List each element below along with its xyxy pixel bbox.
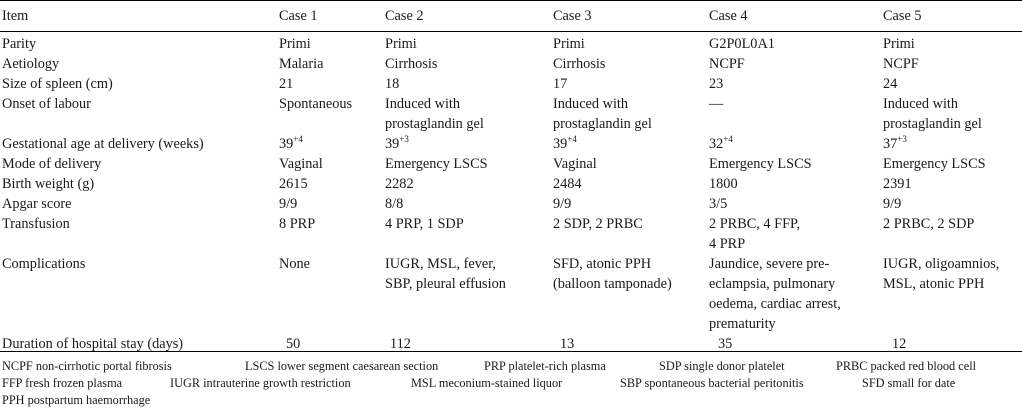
days-superscript: +3 xyxy=(897,134,907,144)
row-label: Transfusion xyxy=(2,216,70,232)
cell-case-1: Spontaneous xyxy=(279,96,353,112)
row-label: Parity xyxy=(2,36,37,52)
header-case-4: Case 4 xyxy=(709,8,748,24)
cell-case-5: Primi xyxy=(883,36,915,52)
cell-case-1: Vaginal xyxy=(279,156,323,172)
header-case-2: Case 2 xyxy=(385,8,424,24)
cell-case-4: 2 PRBC, 4 FFP, 4 PRP xyxy=(709,216,800,252)
days-superscript: +4 xyxy=(567,134,577,144)
cell-case-5: IUGR, oligoamnios, MSL, atonic PPH xyxy=(883,256,1000,292)
cell-case-5: Emergency LSCS xyxy=(883,156,986,172)
row-label: Mode of delivery xyxy=(2,156,102,172)
cell-case-4: Jaundice, severe pre- eclampsia, pulmonary oedema, cardiac arrest, prematurity xyxy=(709,256,841,332)
cell-case-4: 35 xyxy=(718,336,733,352)
cell-case-4: 23 xyxy=(709,76,724,92)
cell-case-4 xyxy=(709,134,733,154)
cell-case-4: — xyxy=(709,96,724,112)
cell-case-1: 50 xyxy=(286,336,301,352)
footnote-abbreviation: SBP spontaneous bacterial peritonitis xyxy=(620,376,804,390)
cell-case-1: Primi xyxy=(279,36,311,52)
cell-case-5 xyxy=(883,134,907,154)
cell-case-4: 3/5 xyxy=(709,196,728,212)
cell-case-2: 4 PRP, 1 SDP xyxy=(385,216,464,232)
cell-case-5: 2391 xyxy=(883,176,912,192)
cell-case-5: 2 PRBC, 2 SDP xyxy=(883,216,975,232)
footnote-abbreviation: NCPF non-cirrhotic portal fibrosis xyxy=(2,359,172,373)
header-case-5: Case 5 xyxy=(883,8,922,24)
cell-case-3: 2484 xyxy=(553,176,582,192)
days-superscript: +4 xyxy=(293,134,303,144)
cell-case-5: 9/9 xyxy=(883,196,902,212)
footnote-abbreviation: LSCS lower segment caesarean section xyxy=(245,359,439,373)
cell-case-2 xyxy=(385,134,409,154)
row-label: Aetiology xyxy=(2,56,60,72)
row-label: Size of spleen (cm) xyxy=(2,76,113,92)
cell-case-5: 24 xyxy=(883,76,898,92)
cell-case-3: Primi xyxy=(553,36,585,52)
cell-case-1: Malaria xyxy=(279,56,324,72)
cell-case-5: 12 xyxy=(892,336,907,352)
header-case-1: Case 1 xyxy=(279,8,318,24)
footnote-abbreviation: IUGR intrauterine growth restriction xyxy=(170,376,351,390)
row-label: Gestational age at delivery (weeks) xyxy=(2,136,204,152)
footnote-abbreviation: PRBC packed red blood cell xyxy=(836,359,977,373)
table-top-rule xyxy=(0,0,1022,1)
weeks-value: 39 xyxy=(553,136,568,152)
footnote-abbreviation: SDP single donor platelet xyxy=(659,359,785,373)
cell-case-4: G2P0L0A1 xyxy=(709,36,775,52)
cell-case-3 xyxy=(553,134,577,154)
row-label: Apgar score xyxy=(2,196,72,212)
cell-case-3: SFD, atonic PPH (balloon tamponade) xyxy=(553,256,672,292)
cell-case-2: IUGR, MSL, fever, SBP, pleural effusion xyxy=(385,256,506,292)
cell-case-4: Emergency LSCS xyxy=(709,156,812,172)
footnote-abbreviation: PRP platelet-rich plasma xyxy=(484,359,606,373)
cell-case-3: 2 SDP, 2 PRBC xyxy=(553,216,643,232)
weeks-value: 39 xyxy=(279,136,294,152)
footnote-abbreviation: MSL meconium-stained liquor xyxy=(411,376,563,390)
footnote-abbreviation: PPH postpartum haemorrhage xyxy=(2,393,151,407)
row-label: Birth weight (g) xyxy=(2,176,95,192)
cell-case-1 xyxy=(279,134,303,154)
table-header-rule xyxy=(0,31,1022,32)
cell-case-1: 8 PRP xyxy=(279,216,316,232)
cell-case-5: NCPF xyxy=(883,56,919,72)
cell-case-1: 21 xyxy=(279,76,294,92)
cell-case-2: 8/8 xyxy=(385,196,404,212)
cell-case-2: 18 xyxy=(385,76,400,92)
cell-case-2: 2282 xyxy=(385,176,414,192)
row-label: Onset of labour xyxy=(2,96,91,112)
row-label: Duration of hospital stay (days) xyxy=(2,336,184,352)
cell-case-3: Vaginal xyxy=(553,156,597,172)
cell-case-3: Induced with prostaglandin gel xyxy=(553,96,652,132)
cell-case-2: Emergency LSCS xyxy=(385,156,488,172)
cell-case-5: Induced with prostaglandin gel xyxy=(883,96,982,132)
cell-case-2: 112 xyxy=(390,336,411,352)
cell-case-3: 13 xyxy=(560,336,575,352)
weeks-value: 39 xyxy=(385,136,400,152)
weeks-value: 37 xyxy=(883,136,898,152)
weeks-value: 32 xyxy=(709,136,724,152)
cell-case-4: 1800 xyxy=(709,176,738,192)
footnote-abbreviation: SFD small for date xyxy=(862,376,956,390)
header-case-3: Case 3 xyxy=(553,8,592,24)
cell-case-1: None xyxy=(279,256,310,272)
cell-case-1: 9/9 xyxy=(279,196,298,212)
cell-case-2: Induced with prostaglandin gel xyxy=(385,96,484,132)
row-label: Complications xyxy=(2,256,86,272)
days-superscript: +3 xyxy=(399,134,409,144)
cell-case-3: Cirrhosis xyxy=(553,56,606,72)
cell-case-2: Primi xyxy=(385,36,417,52)
table-bottom-rule xyxy=(0,351,1022,352)
cell-case-4: NCPF xyxy=(709,56,745,72)
cell-case-2: Cirrhosis xyxy=(385,56,438,72)
footnote-abbreviation: FFP fresh frozen plasma xyxy=(2,376,123,390)
days-superscript: +4 xyxy=(723,134,733,144)
cell-case-3: 9/9 xyxy=(553,196,572,212)
cell-case-1: 2615 xyxy=(279,176,308,192)
cell-case-3: 17 xyxy=(553,76,568,92)
header-item: Item xyxy=(2,8,29,24)
